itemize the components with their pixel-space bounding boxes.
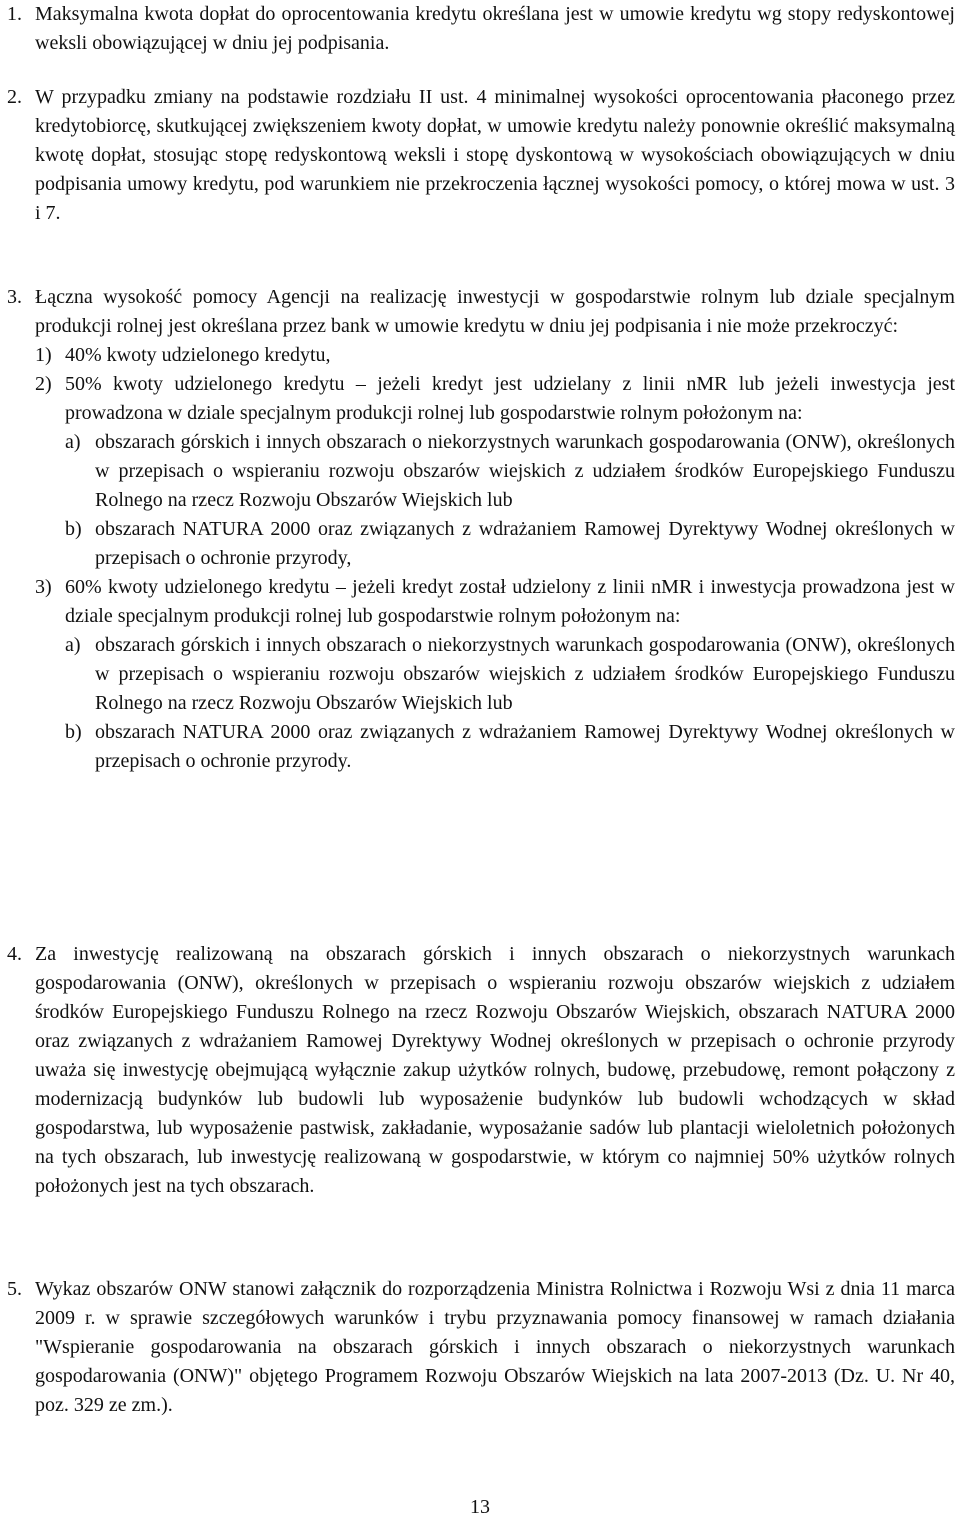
paragraph-number: 3. bbox=[7, 286, 22, 308]
list-subitem-3b bbox=[65, 718, 955, 776]
list-text: obszarach górskich i innych obszarach o niekorzystnych warunkach gospodarowania (ONW), określonych w przepisach o wspieraniu rozwoju obszarów wiejskich z udziałem środków Europejskiego Funduszu Rolnego na rzecz Rozwoju Obszarów Wiejskich lub bbox=[95, 634, 955, 714]
list-label: 2) bbox=[35, 373, 52, 395]
list-text: 40% kwoty udzielonego kredytu, bbox=[65, 344, 331, 366]
list-subitem-2a bbox=[65, 428, 955, 515]
paragraph-text: Za inwestycję realizowaną na obszarach górskich i innych obszarach o niekorzystnych warunkach gospodarowania (ONW), określonych w przepisach o wspieraniu rozwoju obszarów wiejskich z udziałem środków Europejskiego Funduszu Rolnego na rzecz Rozwoju Obszarów Wiejskich, obszarach NATURA 2000 oraz związanych z wdrażaniem Ramowej Dyrektywy Wodnej określonych w przepisach o ochronie przyrody uważa się inwestycję obejmującą wyłącznie zakup użytków rolnych, budowę, przebudowę, remont połączony z modernizacją budynków lub budowli lub wyposażenie budynków lub budowli wchodzących w skład gospodarstwa, lub wyposażenie pastwisk, zakładanie, wyposażanie sadów lub plantacji wieloletnich położonych na tych obszarach, lub inwestycję realizowaną w gospodarstwie, w którym co najmniej 50% użytków rolnych położonych jest na tych obszarach. bbox=[35, 943, 955, 1197]
paragraph-text: Łączna wysokość pomocy Agencji na realizację inwestycji w gospodarstwie rolnym lub dziale specjalnym produkcji rolnej jest określana przez bank w umowie kredytu w dniu jej podpisania i nie może przekroczyć: bbox=[35, 286, 955, 337]
paragraph-2 bbox=[0, 83, 955, 228]
list-label: b) bbox=[65, 721, 82, 743]
paragraph-number: 2. bbox=[7, 86, 22, 108]
paragraph-number: 5. bbox=[7, 1278, 22, 1300]
list-item-2 bbox=[35, 370, 955, 428]
list-text: obszarach NATURA 2000 oraz związanych z wdrażaniem Ramowej Dyrektywy Wodnej określonych w przepisach o ochronie przyrody. bbox=[95, 721, 955, 772]
list-label: 3) bbox=[35, 576, 52, 598]
page-number: 13 bbox=[470, 1496, 490, 1518]
list-label: 1) bbox=[35, 344, 52, 366]
list-text: obszarach NATURA 2000 oraz związanych z wdrażaniem Ramowej Dyrektywy Wodnej określonych w przepisach o ochronie przyrody, bbox=[95, 518, 955, 569]
paragraph-4 bbox=[0, 940, 955, 1201]
paragraph-5 bbox=[0, 1275, 955, 1420]
list-text: obszarach górskich i innych obszarach o niekorzystnych warunkach gospodarowania (ONW), określonych w przepisach o wspieraniu rozwoju obszarów wiejskich z udziałem środków Europejskiego Funduszu Rolnego na rzecz Rozwoju Obszarów Wiejskich lub bbox=[95, 431, 955, 511]
paragraph-1 bbox=[0, 0, 955, 58]
list-text: 60% kwoty udzielonego kredytu – jeżeli kredyt został udzielony z linii nMR i inwestycja prowadzona jest w dziale specjalnym produkcji rolnej lub gospodarstwie rolnym położonym na: bbox=[65, 576, 955, 627]
list-text: 50% kwoty udzielonego kredytu – jeżeli kredyt jest udzielany z linii nMR lub jeżeli inwestycja jest prowadzona w dziale specjalnym produkcji rolnej lub gospodarstwie rolnym położonym na: bbox=[65, 373, 955, 424]
list-label: a) bbox=[65, 431, 81, 453]
list-label: a) bbox=[65, 634, 81, 656]
list-label: b) bbox=[65, 518, 82, 540]
list-subitem-2b bbox=[65, 515, 955, 573]
paragraph-3 bbox=[0, 283, 955, 776]
list-item-3 bbox=[35, 573, 955, 631]
paragraph-text: Maksymalna kwota dopłat do oprocentowania kredytu określana jest w umowie kredytu wg stopy redyskontowej weksli obowiązującej w dniu jej podpisania. bbox=[35, 3, 955, 54]
paragraph-text: W przypadku zmiany na podstawie rozdziału II ust. 4 minimalnej wysokości oprocentowania płaconego przez kredytobiorcę, skutkującej zwiększeniem kwoty dopłat, w umowie kredytu należy ponownie określić maksymalną kwotę dopłat, stosując stopę redyskontową weksli i stopę dyskontową w wysokościach obowiązujących w dniu podpisania umowy kredytu, pod warunkiem nie przekroczenia łącznej wysokości pomocy, o której mowa w ust. 3 i 7. bbox=[35, 86, 955, 224]
paragraph-number: 4. bbox=[7, 943, 22, 965]
list-subitem-3a bbox=[65, 631, 955, 718]
paragraph-text: Wykaz obszarów ONW stanowi załącznik do rozporządzenia Ministra Rolnictwa i Rozwoju Wsi z dnia 11 marca 2009 r. w sprawie szczegółowych warunków i trybu przyznawania pomocy finansowej w ramach działania "Wspieranie gospodarowania na obszarach górskich i innych obszarach o niekorzystnych warunkach gospodarowania (ONW)" objętego Programem Rozwoju Obszarów Wiejskich na lata 2007-2013 (Dz. U. Nr 40, poz. 329 ze zm.). bbox=[35, 1278, 955, 1416]
list-item-1 bbox=[35, 341, 955, 370]
paragraph-number: 1. bbox=[7, 3, 22, 25]
